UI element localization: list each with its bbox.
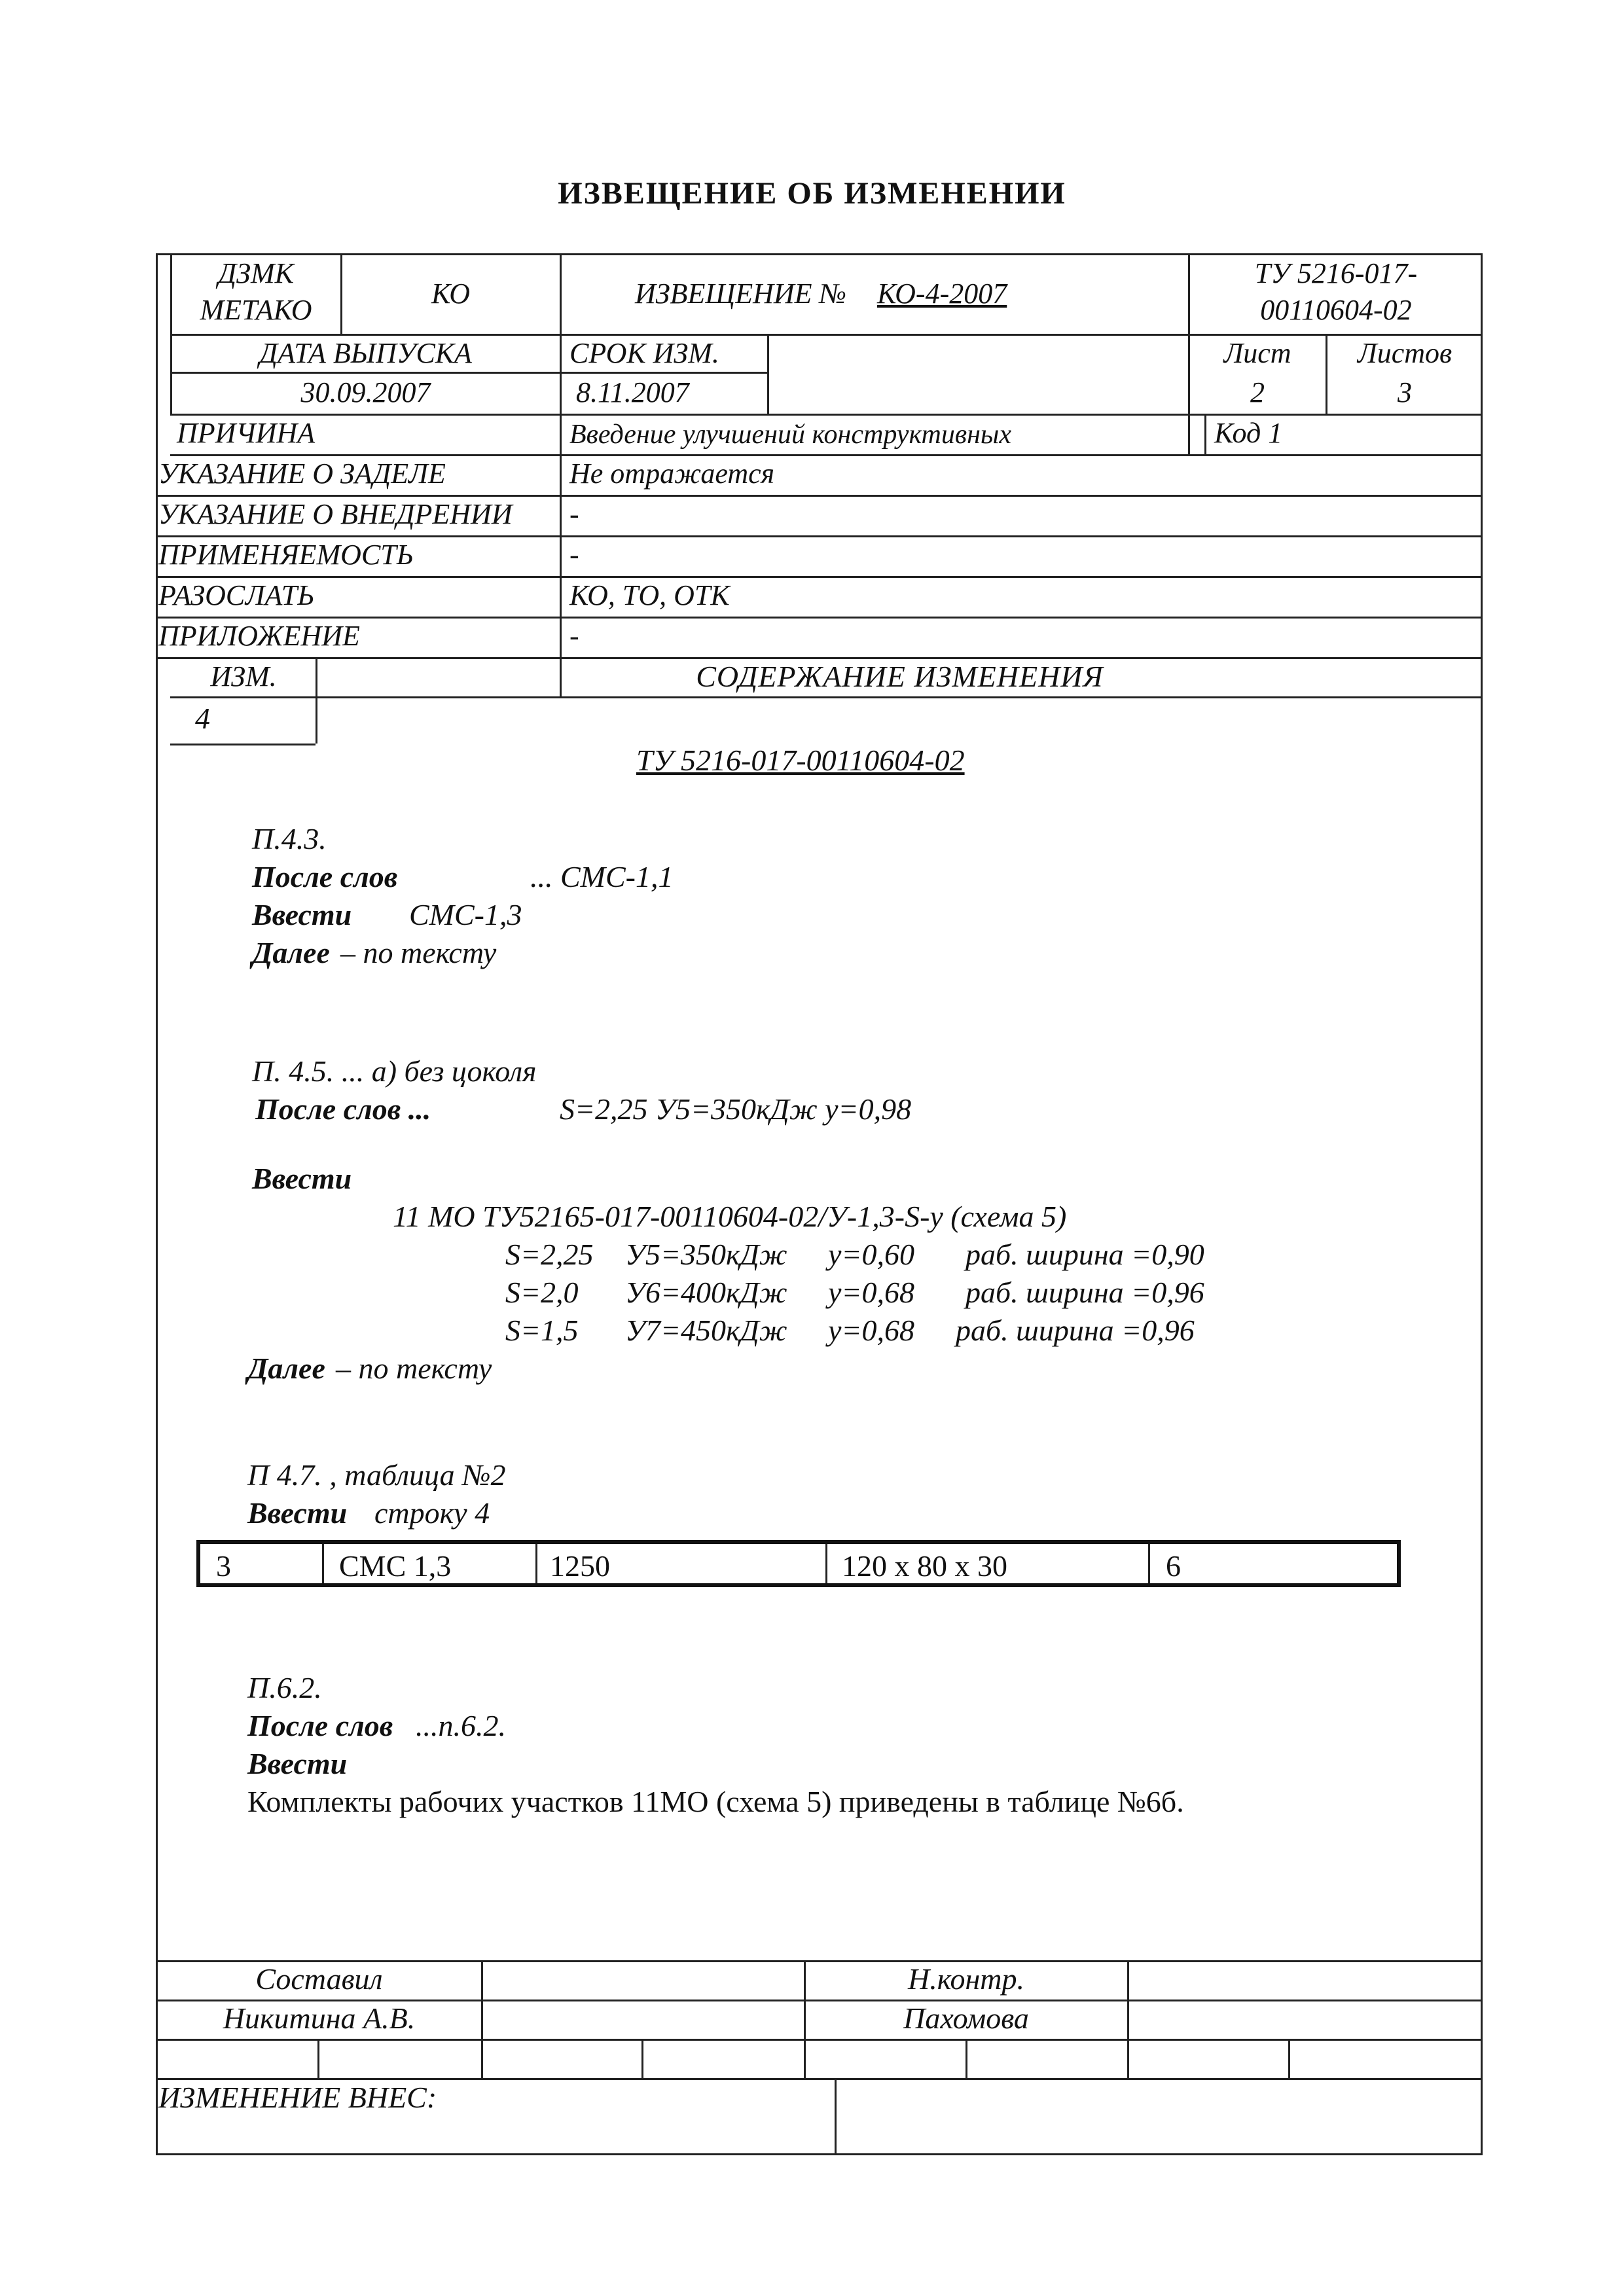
param-row-s: S=2,25 [505, 1238, 594, 1271]
content-heading: СОДЕРЖАНИЕ ИЗМЕНЕНИЯ [696, 660, 1104, 693]
param-row-u: У6=400кДж [625, 1276, 787, 1309]
param-row-width: раб. ширина =0,90 [965, 1238, 1204, 1271]
sheet-number: 2 [1250, 376, 1265, 408]
distribution-value: КО, ТО, ОТК [569, 579, 730, 611]
insert-designation: 11 МО ТУ52165-017-00110604-02/У-1,3-S-у (схема 5) [393, 1200, 1067, 1233]
param-row-y: у=0,68 [828, 1314, 914, 1347]
notice-number: КО-4-2007 [877, 278, 1007, 310]
implementation-label: УКАЗАНИЕ О ВНЕДРЕНИИ [158, 498, 513, 530]
reason-code: Код 1 [1214, 417, 1283, 449]
after-words-label: После слов [252, 860, 398, 893]
clause-4-3: П.4.3. [252, 822, 327, 855]
sheets-total: 3 [1398, 376, 1412, 408]
table-cell-mass: 1250 [550, 1549, 610, 1583]
table-cell-brand: СМС 1,3 [339, 1549, 452, 1583]
further-text: – по тексту [340, 936, 497, 969]
org-name-line2: МЕТАКО [200, 294, 312, 326]
table-cell-dimensions: 120 х 80 х 30 [842, 1549, 1007, 1583]
param-row-width: раб. ширина =0,96 [956, 1314, 1195, 1347]
after-words-label-4: После слов [247, 1709, 393, 1742]
insert-label-2: Ввести [252, 1162, 352, 1195]
backlog-label: УКАЗАНИЕ О ЗАДЕЛЕ [158, 457, 446, 490]
insert-label-3: Ввести [247, 1496, 348, 1530]
doc-code-line2: 00110604-02 [1260, 294, 1412, 326]
term-date: 8.11.2007 [576, 376, 689, 408]
document-title: ИЗВЕЩЕНИЕ ОБ ИЗМЕНЕНИИ [558, 176, 1066, 211]
param-row-u: У5=350кДж [625, 1238, 787, 1271]
param-row-u: У7=450кДж [625, 1314, 787, 1347]
param-row-y: у=0,68 [828, 1276, 914, 1309]
norm-control-label: Н.контр. [907, 1962, 1025, 1996]
izm-number: 4 [195, 702, 210, 735]
composed-by-label: Составил [255, 1962, 383, 1996]
attachment-label: ПРИЛОЖЕНИЕ [158, 620, 360, 652]
table-cell-number: 3 [216, 1549, 231, 1583]
insert-sentence: Комплекты рабочих участков 11МО (схема 5) приведены в таблице №6б. [247, 1785, 1184, 1818]
param-row-s: S=2,0 [505, 1276, 579, 1309]
sheet-label: Лист [1223, 337, 1291, 369]
after-words-text-4: ...п.6.2. [416, 1709, 506, 1742]
department-code: КО [431, 278, 470, 310]
further-label: Далее [252, 936, 330, 969]
param-row-width: раб. ширина =0,96 [965, 1276, 1204, 1309]
distribution-label: РАЗОСЛАТЬ [158, 579, 315, 611]
issue-date-label: ДАТА ВЫПУСКА [259, 337, 472, 369]
after-words-values: S=2,25 У5=350кДж у=0,98 [560, 1092, 912, 1126]
composed-by-name: Никитина А.В. [223, 2001, 416, 2035]
clause-4-5: П. 4.5. ... а) без цоколя [252, 1054, 537, 1088]
norm-control-name: Пахомова [903, 2001, 1029, 2035]
changed-by-label: ИЗМЕНЕНИЕ ВНЕС: [158, 2081, 437, 2114]
reason-label: ПРИЧИНА [177, 417, 316, 449]
applicability-label: ПРИМЕНЯЕМОСТЬ [158, 539, 414, 571]
applicability-value: - [569, 539, 579, 571]
after-words-label-2: После слов ... [255, 1092, 431, 1126]
doc-code-line1: ТУ 5216-017- [1254, 257, 1418, 289]
further-label-2: Далее [247, 1352, 325, 1385]
implementation-value: - [569, 498, 579, 530]
term-label: СРОК ИЗМ. [569, 337, 719, 369]
insert-label: Ввести [252, 898, 352, 931]
insert-text: СМС-1,3 [409, 898, 522, 931]
sheets-label: Листов [1357, 337, 1453, 369]
clause-4-7: П 4.7. , таблица №2 [247, 1458, 506, 1492]
further-text-2: – по тексту [336, 1352, 492, 1385]
table-cell-quantity: 6 [1166, 1549, 1181, 1583]
issue-date-value: 30.09.2007 [300, 376, 431, 408]
attachment-value: - [569, 620, 579, 652]
org-name-line1: ДЗМК [218, 257, 294, 289]
reason-value: Введение улучшений конструктивных [569, 420, 1012, 450]
param-row-s: S=1,5 [505, 1314, 579, 1347]
document-reference: ТУ 5216-017-00110604-02 [636, 744, 965, 777]
backlog-value: Не отражается [569, 457, 775, 490]
insert-label-4: Ввести [247, 1747, 348, 1780]
table-row [196, 1540, 1401, 1587]
izm-label: ИЗМ. [210, 660, 277, 692]
param-row-y: у=0,60 [828, 1238, 914, 1271]
after-words-text: ... СМС-1,1 [530, 860, 674, 893]
notice-label: ИЗВЕЩЕНИЕ № [635, 278, 846, 310]
clause-6-2: П.6.2. [247, 1671, 322, 1704]
insert-row-text: строку 4 [374, 1496, 490, 1530]
